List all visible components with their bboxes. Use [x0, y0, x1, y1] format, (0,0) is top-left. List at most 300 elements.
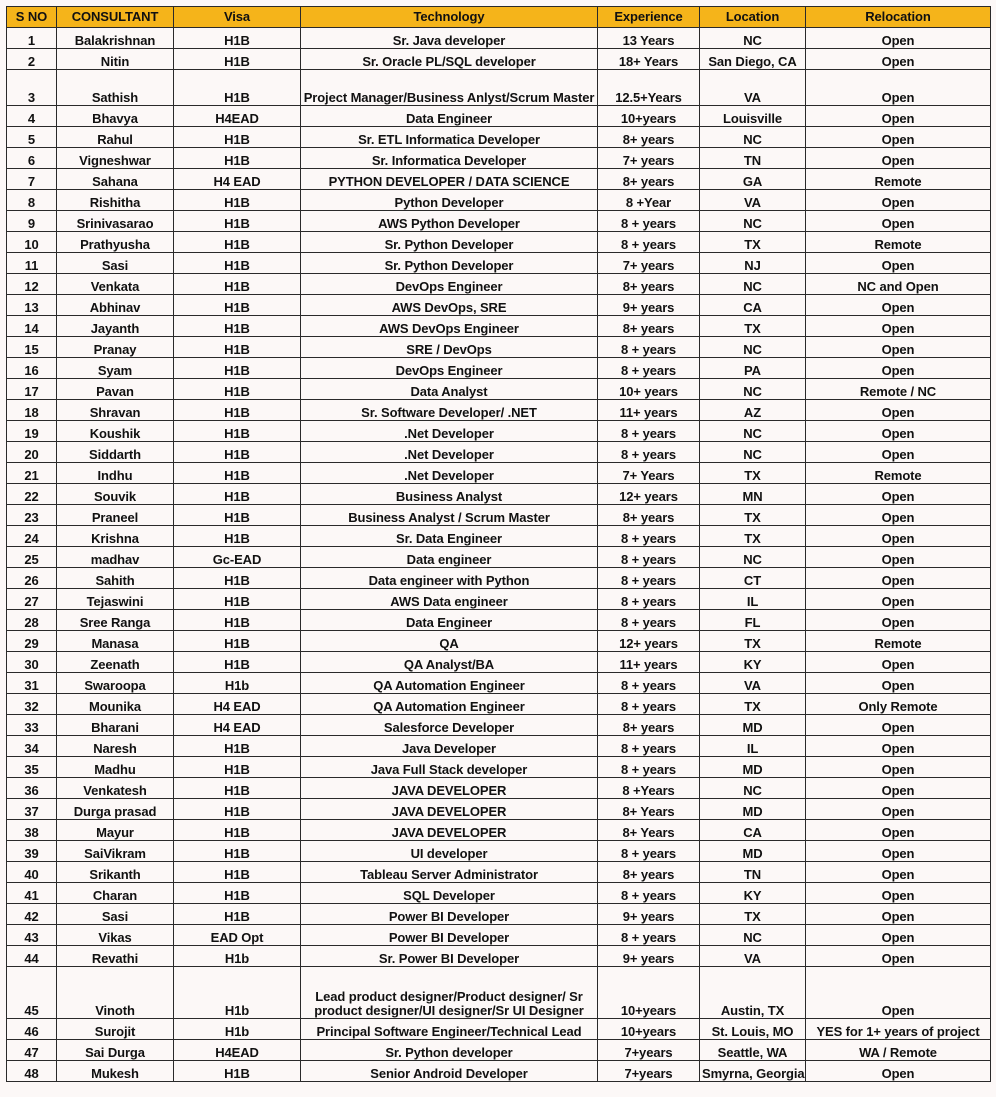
- col-header-location: Location: [700, 7, 806, 28]
- cell-experience: 7+ Years: [598, 463, 700, 484]
- table-row: [7, 694, 991, 715]
- table-row: [7, 127, 991, 148]
- cell-sno: 41: [7, 883, 57, 904]
- cell-technology: Senior Android Developer: [301, 1061, 598, 1082]
- table-row: [7, 1061, 991, 1082]
- cell-technology: Sr. Java developer: [301, 28, 598, 49]
- cell-experience: 8 + years: [598, 589, 700, 610]
- cell-sno: 11: [7, 253, 57, 274]
- table-row: [7, 610, 991, 631]
- cell-visa: Gc-EAD: [174, 547, 301, 568]
- cell-technology: AWS DevOps Engineer: [301, 316, 598, 337]
- cell-consultant: Madhu: [57, 757, 174, 778]
- cell-location: NC: [700, 547, 806, 568]
- cell-relocation: Open: [806, 49, 991, 70]
- cell-sno: 32: [7, 694, 57, 715]
- cell-relocation: Only Remote: [806, 694, 991, 715]
- cell-consultant: Naresh: [57, 736, 174, 757]
- col-header-sno: S NO: [7, 7, 57, 28]
- cell-location: GA: [700, 169, 806, 190]
- cell-sno: 38: [7, 820, 57, 841]
- cell-relocation: Open: [806, 799, 991, 820]
- cell-visa: H4 EAD: [174, 169, 301, 190]
- cell-experience: 8 +Years: [598, 778, 700, 799]
- cell-technology: AWS Python Developer: [301, 211, 598, 232]
- cell-experience: 10+ years: [598, 379, 700, 400]
- cell-relocation: Remote: [806, 232, 991, 253]
- cell-experience: 11+ years: [598, 400, 700, 421]
- table-row: [7, 715, 991, 736]
- cell-technology: AWS Data engineer: [301, 589, 598, 610]
- cell-location: NJ: [700, 253, 806, 274]
- cell-sno: 46: [7, 1019, 57, 1040]
- cell-relocation: Open: [806, 673, 991, 694]
- cell-visa: H1B: [174, 631, 301, 652]
- cell-relocation: Remote: [806, 631, 991, 652]
- cell-consultant: Mukesh: [57, 1061, 174, 1082]
- cell-visa: H1b: [174, 673, 301, 694]
- cell-consultant: Koushik: [57, 421, 174, 442]
- cell-relocation: Open: [806, 505, 991, 526]
- table-row: [7, 400, 991, 421]
- cell-relocation: Open: [806, 862, 991, 883]
- cell-relocation: Open: [806, 127, 991, 148]
- cell-sno: 43: [7, 925, 57, 946]
- cell-sno: 31: [7, 673, 57, 694]
- cell-technology: Data engineer: [301, 547, 598, 568]
- cell-relocation: Open: [806, 904, 991, 925]
- cell-experience: 9+ years: [598, 295, 700, 316]
- cell-relocation: Open: [806, 820, 991, 841]
- cell-relocation: Open: [806, 337, 991, 358]
- cell-experience: 8 + years: [598, 526, 700, 547]
- cell-consultant: Durga prasad: [57, 799, 174, 820]
- table-row: [7, 820, 991, 841]
- cell-experience: 8 + years: [598, 757, 700, 778]
- cell-consultant: Venkata: [57, 274, 174, 295]
- cell-experience: 8+ years: [598, 127, 700, 148]
- cell-visa: H1B: [174, 841, 301, 862]
- cell-location: San Diego, CA: [700, 49, 806, 70]
- cell-consultant: Srikanth: [57, 862, 174, 883]
- cell-relocation: NC and Open: [806, 274, 991, 295]
- cell-consultant: Bhavya: [57, 106, 174, 127]
- cell-visa: H1B: [174, 883, 301, 904]
- cell-consultant: Vikas: [57, 925, 174, 946]
- cell-location: TX: [700, 526, 806, 547]
- cell-consultant: Surojit: [57, 1019, 174, 1040]
- table-row: [7, 190, 991, 211]
- cell-visa: H1B: [174, 148, 301, 169]
- cell-experience: 8 + years: [598, 610, 700, 631]
- cell-sno: 33: [7, 715, 57, 736]
- cell-technology: Sr. Power BI Developer: [301, 946, 598, 967]
- cell-location: NC: [700, 337, 806, 358]
- cell-consultant: Pavan: [57, 379, 174, 400]
- table-row: [7, 799, 991, 820]
- cell-location: MD: [700, 757, 806, 778]
- cell-consultant: Vinoth: [57, 967, 174, 1019]
- col-header-relocation: Relocation: [806, 7, 991, 28]
- cell-experience: 12+ years: [598, 484, 700, 505]
- cell-sno: 36: [7, 778, 57, 799]
- cell-location: KY: [700, 883, 806, 904]
- cell-experience: 8 + years: [598, 673, 700, 694]
- cell-location: CA: [700, 295, 806, 316]
- cell-relocation: Open: [806, 946, 991, 967]
- cell-location: NC: [700, 442, 806, 463]
- cell-consultant: Bharani: [57, 715, 174, 736]
- cell-experience: 8 + years: [598, 547, 700, 568]
- cell-location: MD: [700, 715, 806, 736]
- cell-technology: JAVA DEVELOPER: [301, 778, 598, 799]
- cell-technology: Data Analyst: [301, 379, 598, 400]
- cell-sno: 3: [7, 70, 57, 106]
- table-row: [7, 232, 991, 253]
- cell-experience: 9+ years: [598, 904, 700, 925]
- consultant-table: [6, 6, 991, 1082]
- cell-technology: Lead product designer/Product designer/ Sr product designer/UI designer/Sr UI Designer: [301, 967, 598, 1019]
- table-row: [7, 463, 991, 484]
- cell-relocation: Remote: [806, 463, 991, 484]
- cell-consultant: Sathish: [57, 70, 174, 106]
- cell-experience: 7+years: [598, 1040, 700, 1061]
- cell-technology: .Net Developer: [301, 463, 598, 484]
- cell-consultant: Sahana: [57, 169, 174, 190]
- cell-relocation: Open: [806, 526, 991, 547]
- cell-consultant: Venkatesh: [57, 778, 174, 799]
- cell-visa: H1B: [174, 505, 301, 526]
- cell-experience: 10+years: [598, 1019, 700, 1040]
- cell-experience: 10+years: [598, 106, 700, 127]
- table-row: [7, 505, 991, 526]
- cell-visa: H1b: [174, 1019, 301, 1040]
- cell-location: TX: [700, 463, 806, 484]
- cell-relocation: Open: [806, 442, 991, 463]
- table-row: [7, 904, 991, 925]
- cell-visa: H4 EAD: [174, 694, 301, 715]
- cell-location: Smyrna, Georgia: [700, 1061, 806, 1082]
- cell-relocation: Open: [806, 652, 991, 673]
- cell-location: VA: [700, 673, 806, 694]
- cell-consultant: Sai Durga: [57, 1040, 174, 1061]
- cell-visa: H1B: [174, 568, 301, 589]
- cell-experience: 12+ years: [598, 631, 700, 652]
- cell-relocation: Open: [806, 253, 991, 274]
- cell-consultant: Prathyusha: [57, 232, 174, 253]
- cell-technology: Sr. Python developer: [301, 1040, 598, 1061]
- table-row: [7, 49, 991, 70]
- cell-visa: H1B: [174, 526, 301, 547]
- table-row: [7, 631, 991, 652]
- cell-sno: 19: [7, 421, 57, 442]
- cell-sno: 24: [7, 526, 57, 547]
- cell-visa: H1B: [174, 379, 301, 400]
- cell-experience: 8+ years: [598, 715, 700, 736]
- cell-sno: 8: [7, 190, 57, 211]
- cell-experience: 8 + years: [598, 358, 700, 379]
- cell-technology: SQL Developer: [301, 883, 598, 904]
- cell-consultant: Nitin: [57, 49, 174, 70]
- cell-relocation: Open: [806, 211, 991, 232]
- table-row: [7, 841, 991, 862]
- cell-experience: 8 + years: [598, 883, 700, 904]
- cell-location: NC: [700, 28, 806, 49]
- cell-sno: 12: [7, 274, 57, 295]
- cell-visa: H1B: [174, 400, 301, 421]
- cell-consultant: Shravan: [57, 400, 174, 421]
- cell-location: KY: [700, 652, 806, 673]
- cell-technology: DevOps Engineer: [301, 358, 598, 379]
- cell-sno: 6: [7, 148, 57, 169]
- cell-sno: 45: [7, 967, 57, 1019]
- cell-sno: 5: [7, 127, 57, 148]
- col-header-experience: Experience: [598, 7, 700, 28]
- table-row: [7, 295, 991, 316]
- cell-location: TX: [700, 631, 806, 652]
- table-body: [7, 28, 991, 1082]
- cell-technology: Sr. Software Developer/ .NET: [301, 400, 598, 421]
- cell-sno: 27: [7, 589, 57, 610]
- cell-visa: H1B: [174, 904, 301, 925]
- cell-visa: H1B: [174, 463, 301, 484]
- cell-sno: 25: [7, 547, 57, 568]
- cell-location: NC: [700, 127, 806, 148]
- cell-experience: 8+ years: [598, 274, 700, 295]
- table-row: [7, 1019, 991, 1040]
- cell-experience: 8 + years: [598, 925, 700, 946]
- cell-technology: .Net Developer: [301, 421, 598, 442]
- cell-visa: H1B: [174, 736, 301, 757]
- cell-technology: AWS DevOps, SRE: [301, 295, 598, 316]
- header-row: [7, 7, 991, 28]
- cell-technology: QA Analyst/BA: [301, 652, 598, 673]
- cell-visa: H1B: [174, 862, 301, 883]
- cell-relocation: Open: [806, 568, 991, 589]
- cell-technology: .Net Developer: [301, 442, 598, 463]
- cell-consultant: Krishna: [57, 526, 174, 547]
- cell-consultant: Jayanth: [57, 316, 174, 337]
- cell-location: TX: [700, 232, 806, 253]
- cell-location: TX: [700, 904, 806, 925]
- cell-experience: 13 Years: [598, 28, 700, 49]
- cell-location: VA: [700, 70, 806, 106]
- cell-experience: 8+ years: [598, 862, 700, 883]
- cell-sno: 42: [7, 904, 57, 925]
- cell-location: VA: [700, 946, 806, 967]
- cell-visa: H4EAD: [174, 106, 301, 127]
- cell-sno: 14: [7, 316, 57, 337]
- col-header-visa: Visa: [174, 7, 301, 28]
- cell-sno: 44: [7, 946, 57, 967]
- cell-sno: 20: [7, 442, 57, 463]
- table-row: [7, 442, 991, 463]
- cell-visa: H1B: [174, 421, 301, 442]
- cell-consultant: Rahul: [57, 127, 174, 148]
- table-row: [7, 547, 991, 568]
- cell-experience: 9+ years: [598, 946, 700, 967]
- cell-location: NC: [700, 925, 806, 946]
- cell-sno: 1: [7, 28, 57, 49]
- cell-technology: SRE / DevOps: [301, 337, 598, 358]
- cell-sno: 23: [7, 505, 57, 526]
- table-row: [7, 379, 991, 400]
- cell-experience: 10+years: [598, 967, 700, 1019]
- cell-experience: 7+ years: [598, 253, 700, 274]
- cell-relocation: Open: [806, 925, 991, 946]
- cell-sno: 39: [7, 841, 57, 862]
- cell-relocation: Open: [806, 778, 991, 799]
- cell-technology: Sr. ETL Informatica Developer: [301, 127, 598, 148]
- cell-relocation: Open: [806, 190, 991, 211]
- cell-sno: 40: [7, 862, 57, 883]
- cell-experience: 8 + years: [598, 694, 700, 715]
- table-row: [7, 862, 991, 883]
- cell-technology: QA: [301, 631, 598, 652]
- cell-consultant: Sasi: [57, 253, 174, 274]
- cell-technology: Data engineer with Python: [301, 568, 598, 589]
- cell-sno: 34: [7, 736, 57, 757]
- cell-visa: H1B: [174, 1061, 301, 1082]
- cell-sno: 7: [7, 169, 57, 190]
- cell-relocation: Open: [806, 316, 991, 337]
- cell-technology: Principal Software Engineer/Technical Lead: [301, 1019, 598, 1040]
- cell-visa: H1B: [174, 337, 301, 358]
- cell-visa: H1b: [174, 967, 301, 1019]
- cell-experience: 7+years: [598, 1061, 700, 1082]
- cell-consultant: Sasi: [57, 904, 174, 925]
- cell-location: FL: [700, 610, 806, 631]
- table-row: [7, 337, 991, 358]
- cell-visa: H1b: [174, 946, 301, 967]
- cell-sno: 22: [7, 484, 57, 505]
- cell-technology: Salesforce Developer: [301, 715, 598, 736]
- cell-technology: UI developer: [301, 841, 598, 862]
- cell-sno: 21: [7, 463, 57, 484]
- cell-experience: 8+ years: [598, 505, 700, 526]
- cell-relocation: Open: [806, 736, 991, 757]
- cell-visa: H1B: [174, 253, 301, 274]
- col-header-consultant: CONSULTANT: [57, 7, 174, 28]
- cell-visa: H1B: [174, 49, 301, 70]
- cell-location: Seattle, WA: [700, 1040, 806, 1061]
- table-row: [7, 925, 991, 946]
- table-row: [7, 169, 991, 190]
- cell-sno: 48: [7, 1061, 57, 1082]
- cell-visa: H1B: [174, 442, 301, 463]
- cell-consultant: Mounika: [57, 694, 174, 715]
- cell-technology: Sr. Oracle PL/SQL developer: [301, 49, 598, 70]
- cell-location: NC: [700, 778, 806, 799]
- cell-sno: 47: [7, 1040, 57, 1061]
- table-row: [7, 673, 991, 694]
- cell-technology: Data Engineer: [301, 610, 598, 631]
- cell-experience: 8 + years: [598, 421, 700, 442]
- cell-location: TN: [700, 862, 806, 883]
- cell-visa: H1B: [174, 589, 301, 610]
- cell-location: NC: [700, 211, 806, 232]
- cell-sno: 18: [7, 400, 57, 421]
- cell-visa: H1B: [174, 778, 301, 799]
- cell-location: VA: [700, 190, 806, 211]
- cell-experience: 8 +Year: [598, 190, 700, 211]
- cell-location: MN: [700, 484, 806, 505]
- cell-location: NC: [700, 274, 806, 295]
- cell-sno: 17: [7, 379, 57, 400]
- table-row: [7, 484, 991, 505]
- cell-location: Austin, TX: [700, 967, 806, 1019]
- table-row: [7, 211, 991, 232]
- cell-location: St. Louis, MO: [700, 1019, 806, 1040]
- cell-sno: 4: [7, 106, 57, 127]
- table-row: [7, 568, 991, 589]
- cell-sno: 10: [7, 232, 57, 253]
- cell-relocation: Open: [806, 295, 991, 316]
- cell-visa: H1B: [174, 274, 301, 295]
- cell-sno: 26: [7, 568, 57, 589]
- cell-experience: 8 + years: [598, 442, 700, 463]
- table-row: [7, 28, 991, 49]
- cell-experience: 8+ years: [598, 169, 700, 190]
- cell-consultant: Souvik: [57, 484, 174, 505]
- cell-consultant: Balakrishnan: [57, 28, 174, 49]
- cell-sno: 9: [7, 211, 57, 232]
- cell-relocation: Open: [806, 1061, 991, 1082]
- cell-relocation: Open: [806, 547, 991, 568]
- cell-location: CA: [700, 820, 806, 841]
- cell-relocation: Open: [806, 967, 991, 1019]
- cell-relocation: Open: [806, 883, 991, 904]
- cell-consultant: Syam: [57, 358, 174, 379]
- table-row: [7, 652, 991, 673]
- cell-location: MD: [700, 799, 806, 820]
- cell-consultant: Swaroopa: [57, 673, 174, 694]
- cell-experience: 8+ Years: [598, 799, 700, 820]
- cell-visa: H1B: [174, 70, 301, 106]
- cell-technology: Data Engineer: [301, 106, 598, 127]
- cell-location: CT: [700, 568, 806, 589]
- cell-relocation: Open: [806, 70, 991, 106]
- cell-consultant: Tejaswini: [57, 589, 174, 610]
- cell-relocation: Remote / NC: [806, 379, 991, 400]
- cell-sno: 28: [7, 610, 57, 631]
- cell-relocation: Open: [806, 757, 991, 778]
- cell-consultant: Rishitha: [57, 190, 174, 211]
- cell-location: TX: [700, 694, 806, 715]
- cell-visa: EAD Opt: [174, 925, 301, 946]
- cell-consultant: Vigneshwar: [57, 148, 174, 169]
- table-row: [7, 589, 991, 610]
- cell-consultant: Revathi: [57, 946, 174, 967]
- cell-technology: QA Automation Engineer: [301, 673, 598, 694]
- cell-experience: 18+ Years: [598, 49, 700, 70]
- cell-relocation: Open: [806, 841, 991, 862]
- table-row: [7, 358, 991, 379]
- table-row: [7, 883, 991, 904]
- table-row: [7, 778, 991, 799]
- table-row: [7, 526, 991, 547]
- cell-technology: Java Developer: [301, 736, 598, 757]
- cell-consultant: Srinivasarao: [57, 211, 174, 232]
- table-row: [7, 757, 991, 778]
- cell-technology: Tableau Server Administrator: [301, 862, 598, 883]
- cell-location: NC: [700, 421, 806, 442]
- cell-technology: DevOps Engineer: [301, 274, 598, 295]
- cell-relocation: Open: [806, 358, 991, 379]
- cell-experience: 8 + years: [598, 211, 700, 232]
- cell-location: TX: [700, 505, 806, 526]
- cell-visa: H1B: [174, 127, 301, 148]
